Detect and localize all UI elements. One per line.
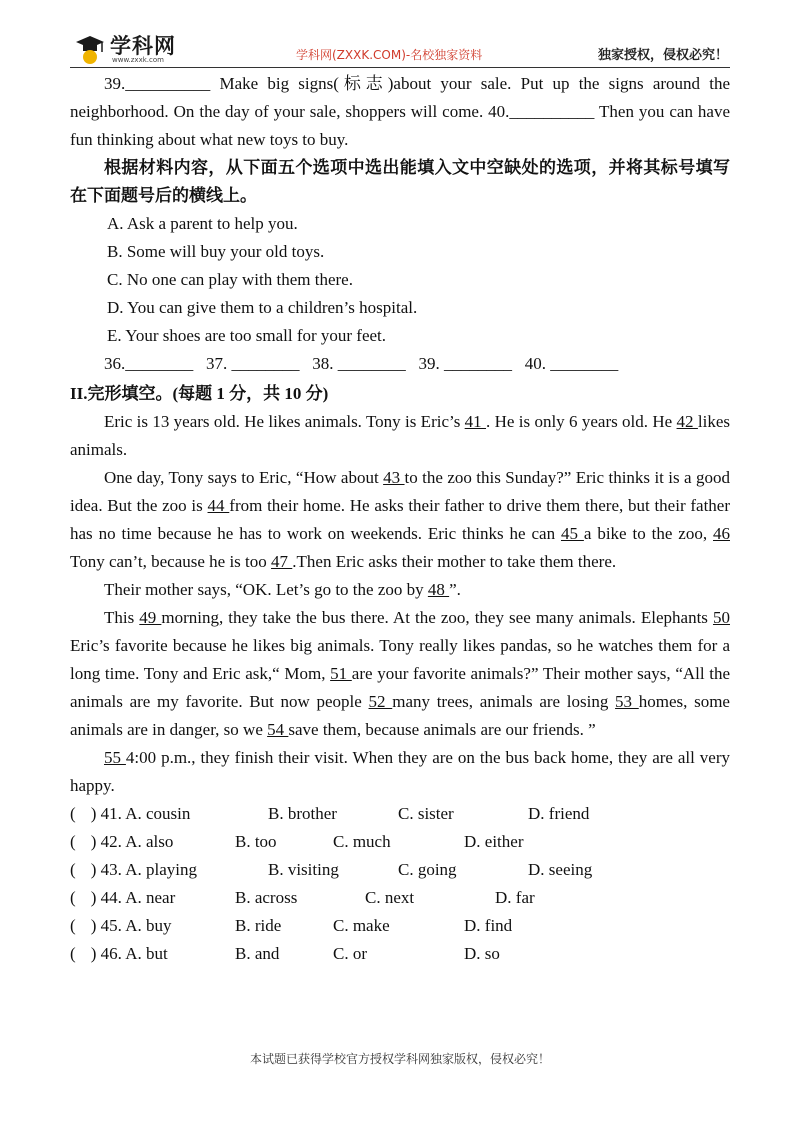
blank-42: 42 — [676, 412, 698, 431]
question-list — [70, 800, 730, 968]
header-divider — [70, 67, 730, 68]
text: This — [104, 608, 140, 627]
section-title: II.完形填空。(每题 1 分，共 10 分) — [70, 384, 329, 403]
choice-d: D. friend — [528, 804, 590, 823]
question-stem: ) 43. A. playing — [78, 860, 197, 879]
blank-48: 48 — [427, 580, 450, 599]
paren: ( — [70, 860, 76, 879]
question-row — [70, 800, 730, 828]
question-stem: ) 44. A. near — [78, 888, 176, 907]
blank-52: 52 — [368, 692, 393, 711]
choice-b: B. brother — [268, 804, 337, 823]
page-header — [70, 22, 730, 68]
cloze-paragraph-4 — [70, 604, 730, 744]
blank-49: 49 — [139, 608, 162, 627]
option-c: C. No one can play with them there. — [107, 270, 353, 289]
text: Their mother says, “OK. Let’s go to the zoo by — [104, 580, 428, 599]
header-center-text: 学科网(ZXXK.COM)-名校独家资料 — [296, 48, 483, 62]
text: .Then Eric asks their mother to take them there. — [292, 552, 617, 571]
text: homes, some animals are in danger, so we — [70, 692, 730, 739]
question-row — [70, 940, 730, 968]
blank-51: 51 — [330, 664, 352, 683]
text: are your favorite animals?” Their mother says, “All the animals are my favorite. But now people — [70, 664, 731, 711]
page-content — [70, 70, 730, 968]
text: save them, because animals are our friends. ” — [288, 720, 596, 739]
choice-b: B. visiting — [268, 860, 339, 879]
paren: ( — [70, 888, 76, 907]
choice-d: D. find — [464, 916, 513, 935]
page-footer: 本试题已获得学校官方授权学科网独家版权，侵权必究！ — [249, 1052, 550, 1066]
option-d: D. You can give them to a children’s hospital. — [107, 298, 418, 317]
blank-45: 45 — [560, 524, 584, 543]
blank-43: 43 — [383, 468, 405, 487]
text: 4:00 p.m., they finish their visit. When they are on the bus back home, they are all very happy. — [70, 748, 730, 795]
text: ”. — [449, 580, 461, 599]
question-stem: ) 46. A. but — [78, 944, 168, 963]
logo-text: 学科网 — [110, 34, 176, 58]
blank-53: 53 — [615, 692, 639, 711]
cloze-paragraph-5 — [70, 744, 730, 800]
question-row — [70, 884, 730, 912]
blank-55: 55 — [104, 748, 126, 767]
text: to the zoo this Sunday?” Eric thinks it is a good idea. But the zoo is — [70, 468, 731, 515]
option-e: E. Your shoes are too small for your feet. — [107, 326, 387, 345]
question-row — [70, 828, 730, 856]
question-stem: ) 45. A. buy — [78, 916, 172, 935]
choice-c: C. going — [398, 860, 457, 879]
question-stem: ) 41. A. cousin — [78, 804, 191, 823]
question-stem: ) 42. A. also — [78, 832, 174, 851]
text: likes animals. — [70, 412, 730, 459]
blank-46: 46 — [713, 524, 730, 543]
choice-d: D. either — [464, 832, 524, 851]
logo-url: www.zxxk.com — [112, 56, 164, 64]
choice-d: D. seeing — [528, 860, 593, 879]
option-b: B. Some will buy your old toys. — [107, 242, 325, 261]
question-row — [70, 856, 730, 884]
option-a: A. Ask a parent to help you. — [107, 214, 298, 233]
choice-b: B. and — [235, 944, 280, 963]
blank-47: 47 — [271, 552, 293, 571]
blank-54: 54 — [267, 720, 289, 739]
text: a bike to the zoo, — [583, 524, 713, 543]
choice-c: C. much — [333, 832, 391, 851]
paren: ( — [70, 832, 76, 851]
choice-b: B. across — [235, 888, 298, 907]
paren: ( — [70, 804, 76, 823]
choice-c: C. next — [365, 888, 415, 907]
blank-50: 50 — [712, 608, 730, 627]
choice-d: D. far — [495, 888, 535, 907]
graduation-cap-icon — [72, 30, 108, 66]
instruction-text: 根据材料内容，从下面五个选项中选出能填入文中空缺处的选项，并将其标号填写在下面题号后的横线上。 — [70, 158, 730, 206]
text: Tony can’t, because he is too — [70, 552, 272, 571]
text: . He is only 6 years old. He — [486, 412, 677, 431]
passage-end: 39.__________ Make big signs(标志)about your sale. Put up the signs around the neighborhood. On the day of your sale, shoppers will come. 40.__________ Then you can have fun thinking about what new toys to buy. — [70, 74, 730, 149]
zxxk-logo — [72, 28, 192, 68]
choice-c: C. sister — [398, 804, 454, 823]
choice-b: B. ride — [235, 916, 282, 935]
answer-line: 36.________ 37. ________ 38. ________ 39. ________ 40. ________ — [104, 354, 619, 373]
choice-b: B. too — [235, 832, 277, 851]
choice-c: C. make — [333, 916, 390, 935]
paren: ( — [70, 944, 76, 963]
text: Eric is 13 years old. He likes animals. Tony is Eric’s — [104, 412, 465, 431]
header-right-text: 独家授权，侵权必究！ — [597, 48, 728, 63]
choice-c: C. or — [333, 944, 367, 963]
paren: ( — [70, 916, 76, 935]
text: One day, Tony says to Eric, “How about — [104, 468, 384, 487]
blank-41: 41 — [464, 412, 487, 431]
text: from their home. He asks their father to drive them there, but their father has no time because he has to work on weekends. Eric thinks he can — [70, 496, 730, 543]
blank-44: 44 — [207, 496, 230, 515]
choice-d: D. so — [464, 944, 500, 963]
cloze-paragraph-1 — [70, 408, 730, 464]
cloze-paragraph-2 — [70, 464, 730, 576]
text: many trees, animals are losing — [392, 692, 616, 711]
text: morning, they take the bus there. At the zoo, they see many animals. Elephants — [161, 608, 713, 627]
question-row — [70, 912, 730, 940]
text: Eric’s favorite because he likes big animals. Tony really likes pandas, so he watches them for a long time. Tony and Eric ask,“ Mom, — [70, 636, 730, 683]
cloze-paragraph-3 — [70, 576, 730, 604]
